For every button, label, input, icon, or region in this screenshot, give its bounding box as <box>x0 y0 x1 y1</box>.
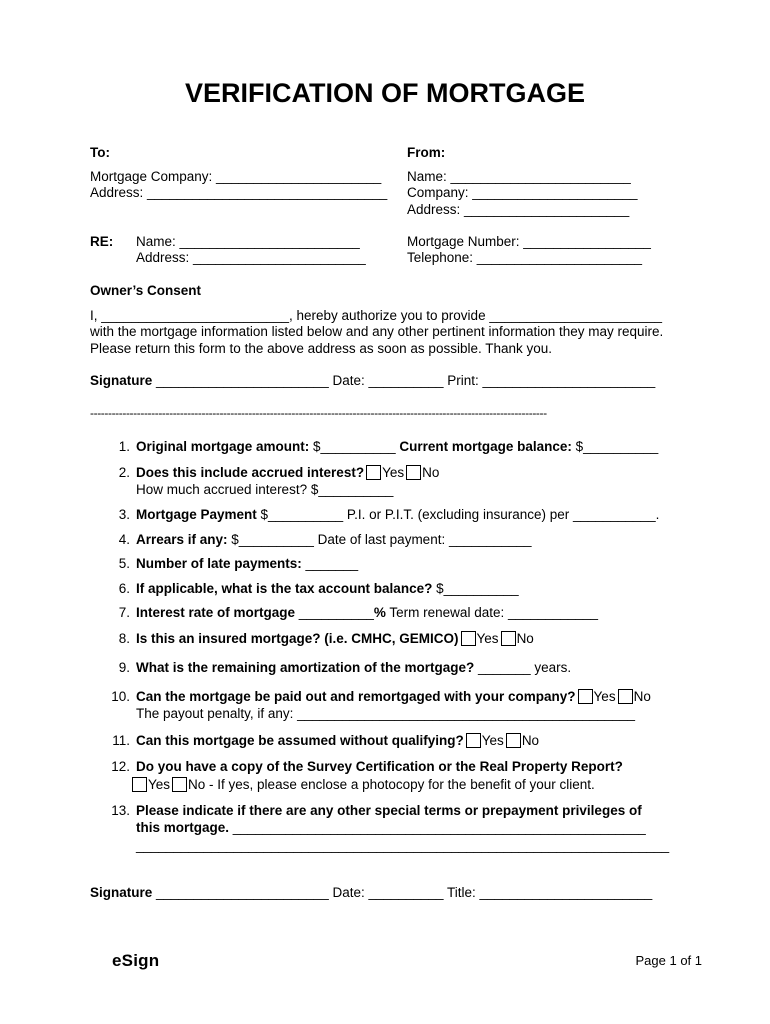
question-number: 5. <box>118 556 130 571</box>
from-address-field[interactable]: Address: ______________________ <box>407 202 630 217</box>
special-terms-line[interactable]: _______________________________________________________ <box>229 820 646 835</box>
question-text: Is this an insured mortgage? (i.e. CMHC, GEMICO) <box>136 631 459 646</box>
payout-penalty-field[interactable]: The payout penalty, if any: _____________________________________________ <box>136 706 635 721</box>
mortgage-number-field[interactable]: Mortgage Number: _________________ <box>407 234 651 249</box>
special-terms-line-2[interactable]: _______________________________________________________________________ <box>136 838 670 853</box>
yes-checkbox[interactable] <box>461 631 476 646</box>
question-number: 1. <box>118 439 130 454</box>
signature-label: Signature <box>90 373 153 388</box>
signature-label: Signature <box>90 885 153 900</box>
question-number: 7. <box>118 605 130 620</box>
question-text: Number of late payments: <box>136 556 302 571</box>
question-text: Do you have a copy of the Survey Certification or the Real Property Report? <box>136 759 623 774</box>
question-number: 12. <box>111 759 130 774</box>
esign-logo: eSign <box>112 951 160 970</box>
divider: ------------------------------------------------------------------------------------------------------------------------------- <box>90 406 547 420</box>
question-number: 9. <box>118 660 130 675</box>
yes-label: Yes <box>148 777 171 792</box>
re-label: RE: <box>90 234 114 249</box>
signature-date-title-fields[interactable]: _______________________ Date: __________ Title: _______________________ <box>152 885 653 900</box>
signature-date-print-fields[interactable]: _______________________ Date: __________ Print: _______________________ <box>152 373 656 388</box>
question-text-2: Current mortgage balance: <box>399 439 572 454</box>
page-number: Page 1 of 1 <box>635 953 702 968</box>
no-checkbox[interactable] <box>506 733 521 748</box>
to-label: To: <box>90 145 110 160</box>
re-address-field[interactable]: Address: _______________________ <box>136 250 366 265</box>
no-checkbox[interactable] <box>172 777 187 792</box>
question-number: 6. <box>118 581 130 596</box>
no-checkbox[interactable] <box>501 631 516 646</box>
amortization-field[interactable]: _______ years. <box>474 660 572 675</box>
question-number: 4. <box>118 532 130 547</box>
yes-checkbox[interactable] <box>132 777 147 792</box>
question-text: Mortgage Payment <box>136 507 257 522</box>
from-name-field[interactable]: Name: ________________________ <box>407 169 631 184</box>
question-text-2: this mortgage. <box>136 820 230 835</box>
no-label: No <box>521 733 540 748</box>
no-checkbox[interactable] <box>406 465 421 480</box>
yes-label: Yes <box>476 631 499 646</box>
yes-checkbox[interactable] <box>578 689 593 704</box>
question-text: Please indicate if there are any other special terms or prepayment privileges of <box>136 803 642 818</box>
no-label: No <box>633 689 651 704</box>
signature-row-1[interactable] <box>90 373 655 389</box>
consent-line-1[interactable]: I, _________________________, hereby authorize you to provide _______________________ <box>90 308 663 323</box>
question-number: 2. <box>118 465 130 480</box>
interest-rate-field[interactable]: __________ <box>295 605 374 620</box>
question-text: If applicable, what is the tax account balance? <box>136 581 433 596</box>
question-number: 10. <box>111 689 130 704</box>
signature-row-2[interactable] <box>90 885 652 901</box>
no-checkbox[interactable] <box>618 689 633 704</box>
term-renewal-field[interactable]: Term renewal date: ____________ <box>385 605 599 620</box>
accrued-interest-field[interactable]: How much accrued interest? $__________ <box>136 482 394 497</box>
current-balance-field[interactable]: $__________ <box>571 439 659 454</box>
no-label: No <box>422 465 440 480</box>
percent-sign: % <box>373 605 386 620</box>
question-text: Can the mortgage be paid out and remortgaged with your company? <box>136 689 576 704</box>
from-company-field[interactable]: Company: ______________________ <box>407 185 638 200</box>
no-label: No - If yes, please enclose a photocopy for the benefit of your client. <box>188 777 595 792</box>
to-address-field[interactable]: Address: ________________________________ <box>90 185 388 200</box>
yes-label: Yes <box>593 689 616 704</box>
yes-label: Yes <box>481 733 504 748</box>
from-label: From: <box>407 145 446 160</box>
yes-checkbox[interactable] <box>366 465 381 480</box>
question-number: 8. <box>118 631 130 646</box>
consent-line-3: Please return this form to the above address as soon as possible. Thank you. <box>90 341 553 356</box>
no-label: No <box>516 631 534 646</box>
question-text: Can this mortgage be assumed without qualifying? <box>136 733 464 748</box>
document-title: VERIFICATION OF MORTGAGE <box>185 78 585 108</box>
late-payments-field[interactable]: _______ <box>301 556 359 571</box>
question-text: Arrears if any: <box>136 532 228 547</box>
consent-line-2: with the mortgage information listed below and any other pertinent information they may require. <box>90 324 664 339</box>
yes-label: Yes <box>382 465 405 480</box>
question-text: Interest rate of mortgage <box>136 605 296 620</box>
mortgage-payment-field[interactable]: $__________ P.I. or P.I.T. (excluding insurance) per ___________. <box>256 507 660 522</box>
question-number: 11. <box>112 733 130 748</box>
question-text: What is the remaining amortization of the mortgage? <box>136 660 475 675</box>
original-amount-field[interactable]: $__________ <box>309 439 400 454</box>
question-12-options <box>130 777 595 793</box>
question-text: Original mortgage amount: <box>136 439 310 454</box>
question-number: 3. <box>118 507 130 522</box>
special-terms-field[interactable] <box>136 820 646 836</box>
yes-checkbox[interactable] <box>466 733 481 748</box>
tax-balance-field[interactable]: $__________ <box>432 581 519 596</box>
re-name-field[interactable]: Name: ________________________ <box>136 234 360 249</box>
question-number: 13. <box>111 803 130 818</box>
telephone-field[interactable]: Telephone: ______________________ <box>407 250 642 265</box>
question-text: Does this include accrued interest? <box>136 465 365 480</box>
consent-heading: Owner’s Consent <box>90 283 202 298</box>
mortgage-company-field[interactable]: Mortgage Company: ______________________ <box>90 169 382 184</box>
arrears-field[interactable]: $__________ Date of last payment: ___________ <box>227 532 532 547</box>
